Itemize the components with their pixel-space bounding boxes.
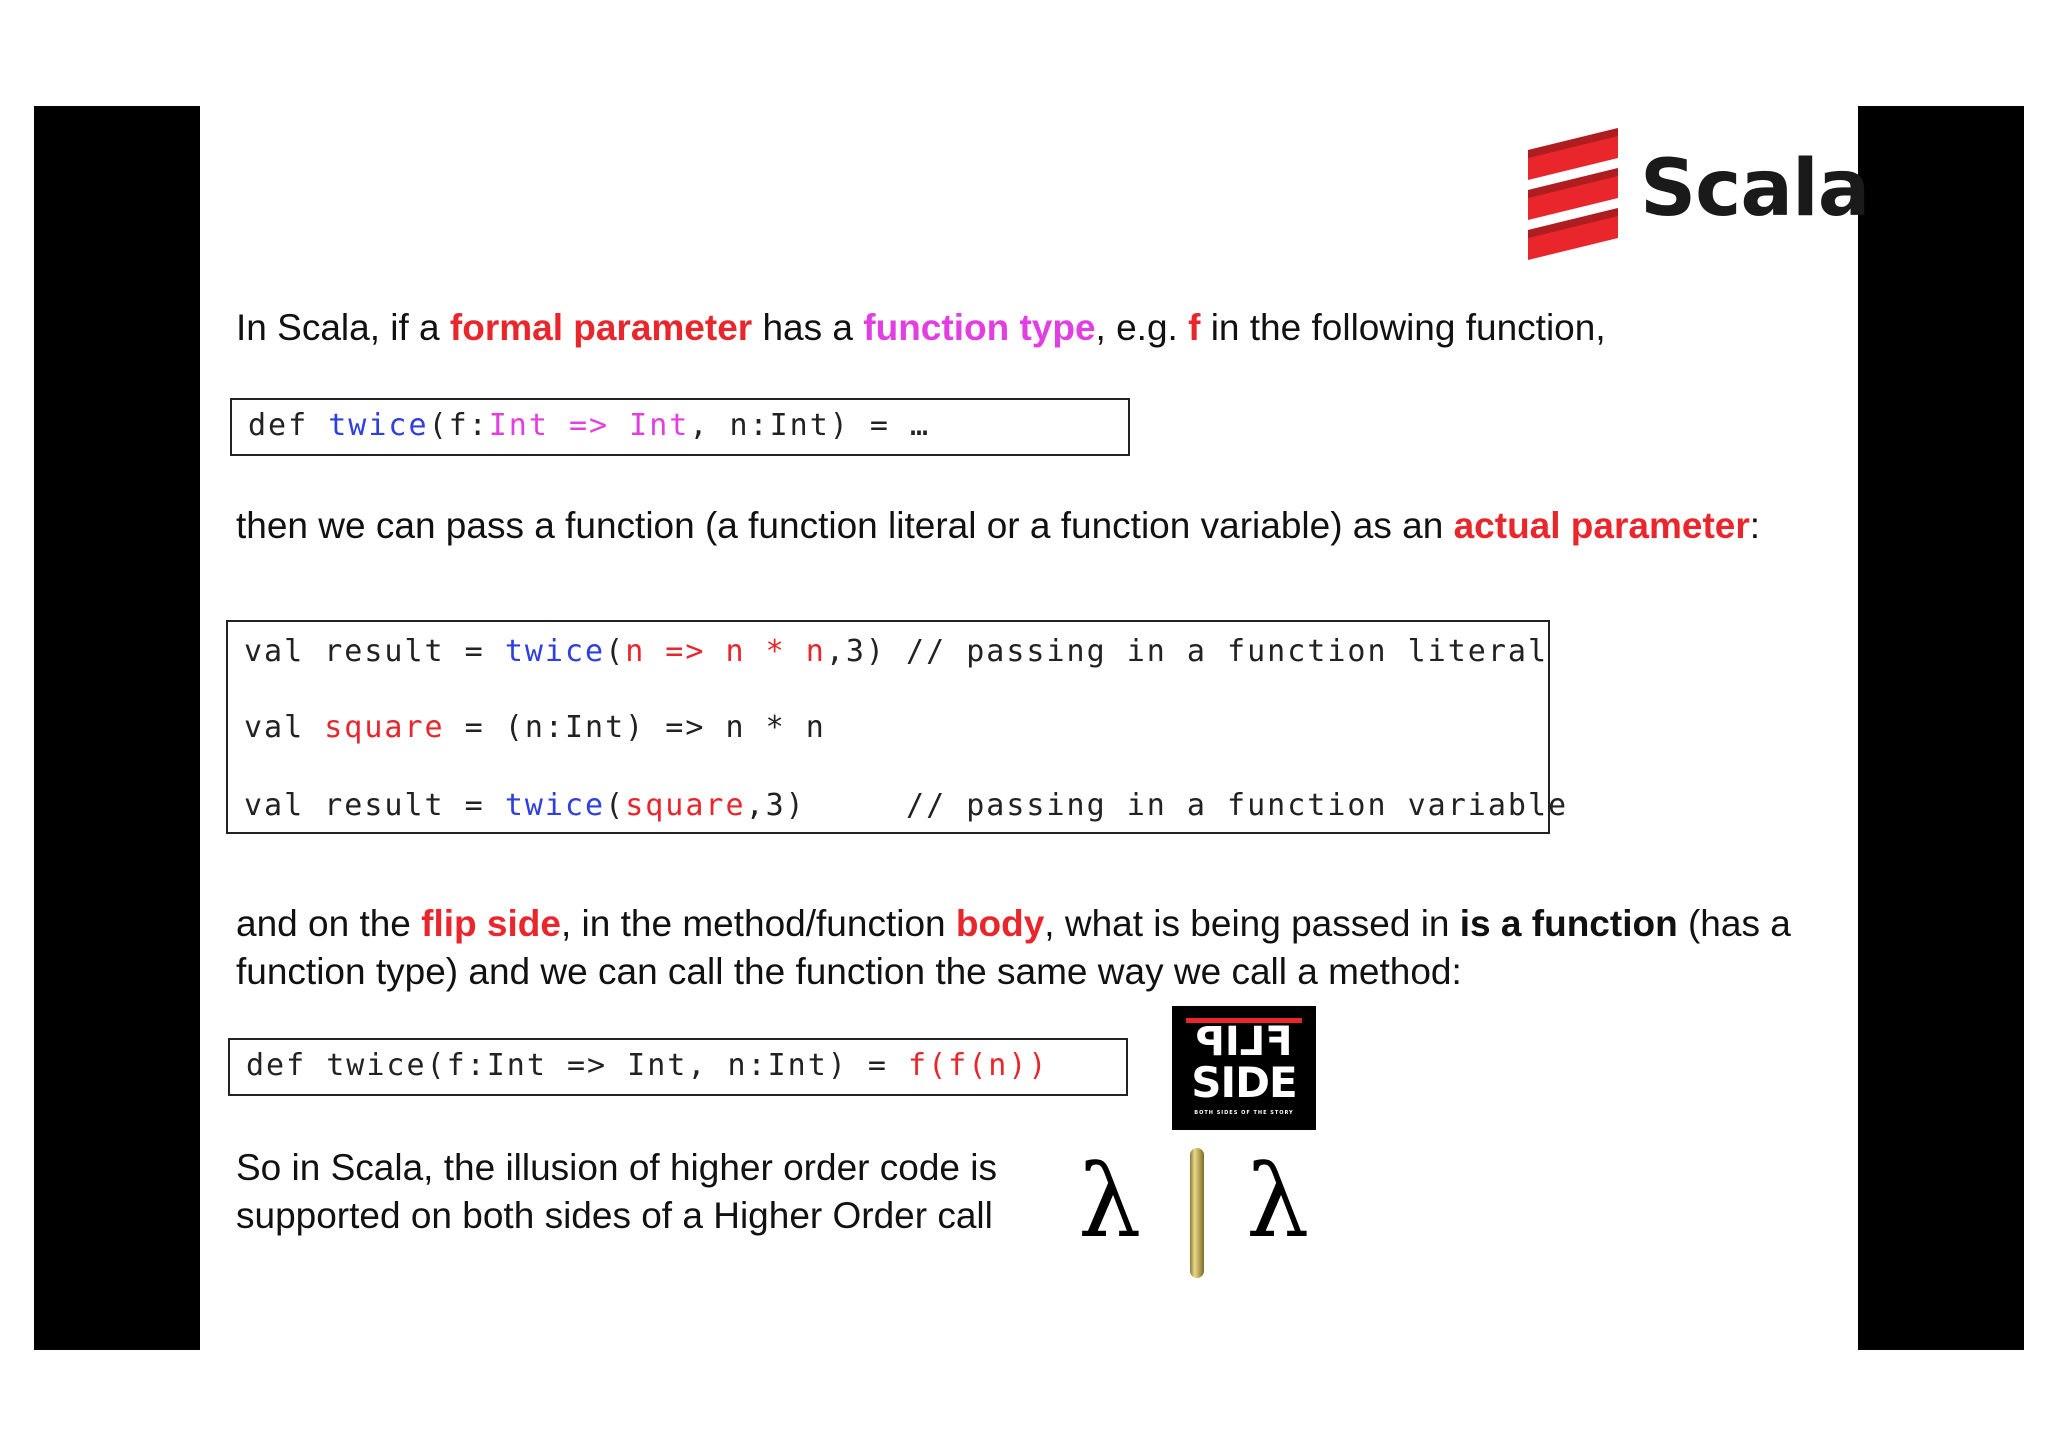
code-token: , n:Int) = …: [689, 408, 931, 443]
text: So in Scala, the illusion of higher order code is: [236, 1147, 997, 1188]
code-box-signature: [230, 398, 1130, 456]
f-highlight: f: [1188, 307, 1201, 348]
code-comment: ,3) // passing in a function variable: [745, 788, 1569, 823]
text: :: [1749, 505, 1761, 546]
code-token-twice: twice: [504, 788, 606, 823]
code-token: val: [244, 710, 325, 745]
code-line-3: [244, 788, 1568, 823]
lambda-left-icon: λ: [1078, 1143, 1142, 1260]
code-line-2: [244, 710, 826, 745]
coin-edge-icon: [1190, 1148, 1204, 1278]
code-token-twice: twice: [504, 634, 606, 669]
code-token: (: [605, 634, 626, 669]
code-token: (f:: [428, 408, 489, 443]
flip-side-logo: [1172, 1006, 1316, 1130]
conclusion-paragraph: [236, 1144, 997, 1240]
code-line-1: [244, 634, 1548, 669]
code-line: [246, 1048, 1048, 1083]
code-token: = (n:Int) => n * n: [444, 710, 826, 745]
code-token: (: [605, 788, 626, 823]
code-token: val result =: [244, 788, 505, 823]
code-token-square: square: [625, 788, 746, 823]
flip-side-highlight: flip side: [421, 903, 561, 944]
code-token: val result =: [244, 634, 505, 669]
is-a-function-bold: is a function: [1459, 903, 1678, 944]
body-highlight: body: [955, 903, 1045, 944]
code-token: def: [248, 408, 329, 443]
code-token-function-literal: n => n * n: [625, 634, 826, 669]
formal-parameter-highlight: formal parameter: [449, 307, 753, 348]
code-token-call: f(f(n)): [908, 1048, 1049, 1083]
code-token-function-type: Int => Int: [488, 408, 690, 443]
code-token-twice: twice: [328, 408, 429, 443]
text: (has a: [1677, 903, 1791, 944]
left-black-bar: [34, 106, 200, 1350]
code-token: def twice(f:Int => Int, n:Int) =: [246, 1048, 909, 1083]
slide: [200, 106, 1870, 1350]
text: then we can pass a function (a function literal or a function variable) as an: [236, 505, 1454, 546]
actual-parameter-highlight: actual parameter: [1453, 505, 1750, 546]
code-box-calls: [226, 620, 1569, 834]
flip-logo-tagline: BOTH SIDES OF THE STORY: [1194, 1110, 1294, 1116]
text: supported on both sides of a Higher Order call: [236, 1195, 993, 1236]
actual-parameter-paragraph: [236, 502, 1760, 550]
text: function type) and we can call the function the same way we call a method:: [236, 951, 1462, 992]
code-token-square: square: [324, 710, 445, 745]
text: , e.g.: [1095, 307, 1189, 348]
code-line: [248, 408, 930, 443]
scala-logo-word: Scala: [1640, 144, 1870, 234]
flip-side-paragraph: [236, 900, 1856, 996]
code-comment: ,3) // passing in a function literal: [825, 634, 1549, 669]
text: In Scala, if a: [236, 307, 450, 348]
lambda-right-icon: λ: [1246, 1143, 1310, 1260]
text: and on the: [236, 903, 422, 944]
intro-paragraph: [236, 304, 1606, 352]
function-type-highlight: function type: [863, 307, 1096, 348]
text: , in the method/function: [560, 903, 956, 944]
code-box-body: [228, 1038, 1128, 1096]
flip-logo-top-text: FLIP: [1195, 1019, 1293, 1065]
text: in the following function,: [1200, 307, 1606, 348]
text: , what is being passed in: [1044, 903, 1460, 944]
flip-logo-bottom-text: SIDE: [1191, 1058, 1297, 1107]
text: has a: [752, 307, 864, 348]
right-black-bar: [1858, 106, 2024, 1350]
